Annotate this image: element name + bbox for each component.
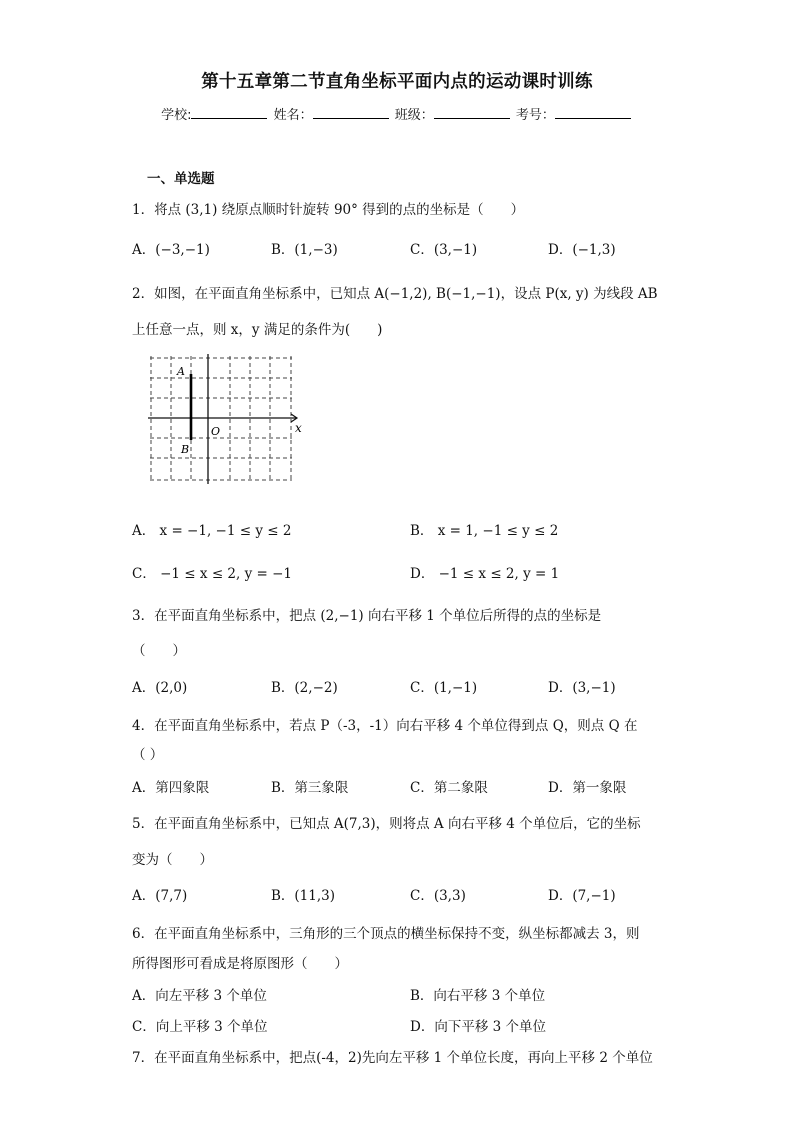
- question-2-stem-line-1: 2．如图，在平面直角坐标系中，已知点 A(−1,2), B(−1,−1)，设点 P(x, y) 为线段 AB: [132, 286, 658, 302]
- point-a-label: A: [177, 365, 185, 378]
- question-4-stem-line-1: 4．在平面直角坐标系中，若点 P（-3，-1）向右平移 4 个单位得到点 Q，则点 Q 在: [132, 718, 638, 734]
- point-b-label: B: [181, 443, 190, 456]
- question-6-option-b[interactable]: B．向右平移 3 个单位: [410, 988, 546, 1004]
- class-field[interactable]: [434, 106, 510, 119]
- section-title: 一、单选题: [147, 171, 215, 187]
- question-2-option-d[interactable]: D． −1 ≤ x ≤ 2, y = 1: [410, 566, 560, 582]
- name-label: 姓名：: [273, 108, 313, 123]
- question-3-option-d[interactable]: D．(3,−1): [548, 680, 616, 696]
- school-field[interactable]: [191, 106, 267, 119]
- question-3-option-c[interactable]: C．(1,−1): [410, 680, 478, 696]
- question-5-stem-line-2: 变为（ ）: [132, 852, 213, 868]
- question-5-option-c[interactable]: C．(3,3): [410, 888, 466, 904]
- question-4-stem-line-2: （ ）: [132, 747, 164, 763]
- question-2-option-c[interactable]: C． −1 ≤ x ≤ 2, y = −1: [132, 566, 293, 582]
- question-1-stem: 1．将点 (3,1) 绕原点顺时针旋转 90° 得到的点的坐标是（ ）: [132, 202, 525, 218]
- grid-lines: [150, 356, 292, 482]
- question-3-option-a[interactable]: A．(2,0): [132, 680, 188, 696]
- question-4-option-c[interactable]: C．第二象限: [410, 780, 488, 796]
- question-7-stem-line-1: 7．在平面直角坐标系中，把点(-4，2)先向左平移 1 个单位长度，再向上平移 2 个单位: [132, 1050, 653, 1066]
- question-2-option-b[interactable]: B． x = 1, −1 ≤ y ≤ 2: [410, 523, 559, 539]
- question-5-stem-line-1: 5．在平面直角坐标系中，已知点 A(7,3)，则将点 A 向右平移 4 个单位后，它的坐标: [132, 816, 641, 832]
- question-5-option-a[interactable]: A．(7,7): [132, 888, 188, 904]
- question-3-option-b[interactable]: B．(2,−2): [271, 680, 338, 696]
- question-5-option-b[interactable]: B．(11,3): [271, 888, 336, 904]
- school-label: 学校:: [161, 108, 192, 123]
- question-4-option-d[interactable]: D．第一象限: [548, 780, 627, 796]
- coordinate-grid-figure: [145, 352, 305, 492]
- question-4-option-b[interactable]: B．第三象限: [271, 780, 349, 796]
- question-2-option-a[interactable]: A． x = −1, −1 ≤ y ≤ 2: [132, 523, 292, 539]
- origin-label: O: [211, 425, 221, 438]
- student-info-row: [0, 104, 794, 123]
- question-3-stem-line-1: 3．在平面直角坐标系中，把点 (2,−1) 向右平移 1 个单位后所得的点的坐标是: [132, 608, 602, 624]
- question-3-stem-line-2: （ ）: [132, 643, 186, 659]
- question-6-option-d[interactable]: D．向下平移 3 个单位: [410, 1019, 546, 1035]
- exam-no-label: 考号：: [515, 108, 555, 123]
- exam-no-field[interactable]: [555, 106, 631, 119]
- question-4-option-a[interactable]: A．第四象限: [132, 780, 210, 796]
- question-1-option-a[interactable]: A．(−3,−1): [132, 242, 210, 258]
- question-1-option-d[interactable]: D．(−1,3): [548, 242, 616, 258]
- class-label: 班级：: [394, 108, 434, 123]
- question-1-option-c[interactable]: C．(3,−1): [410, 242, 478, 258]
- question-6-stem-line-2: 所得图形可看成是将原图形（ ）: [132, 956, 348, 972]
- page-title: 第十五章第二节直角坐标平面内点的运动课时训练: [201, 72, 593, 92]
- name-field[interactable]: [313, 106, 389, 119]
- question-6-stem-line-1: 6．在平面直角坐标系中，三角形的三个顶点的横坐标保持不变，纵坐标都减去 3，则: [132, 926, 640, 942]
- question-1-option-b[interactable]: B．(1,−3): [271, 242, 338, 258]
- question-2-stem-line-2: 上任意一点，则 x，y 满足的条件为( ): [132, 322, 383, 338]
- question-5-option-d[interactable]: D．(7,−1): [548, 888, 616, 904]
- question-6-option-c[interactable]: C．向上平移 3 个单位: [132, 1019, 268, 1035]
- question-6-option-a[interactable]: A．向左平移 3 个单位: [132, 988, 267, 1004]
- x-axis-label: x: [295, 421, 302, 435]
